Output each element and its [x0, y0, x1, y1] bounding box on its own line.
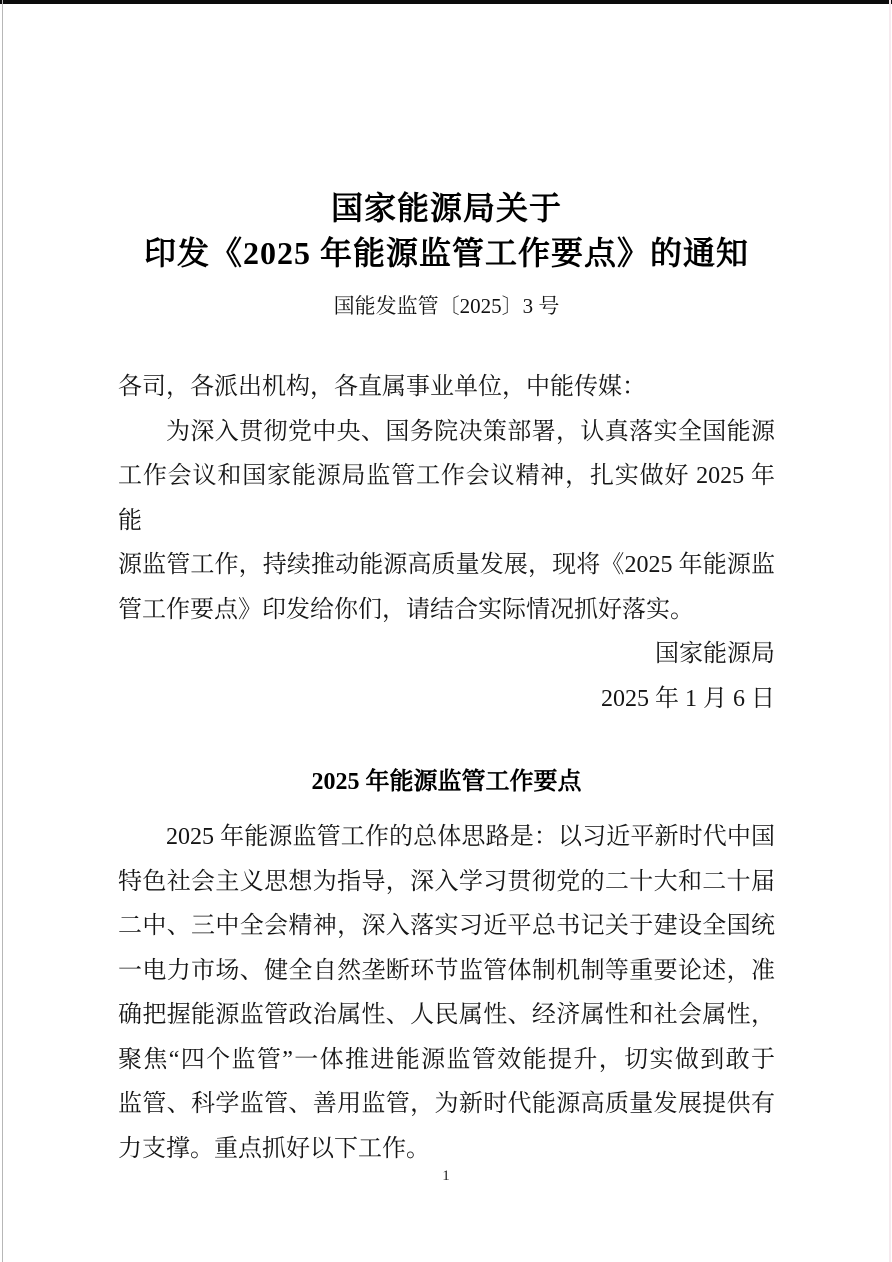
document-content	[0, 186, 892, 1171]
body-line: 监管、科学监管、善用监管，为新时代能源高质量发展提供有	[118, 1091, 775, 1117]
section-heading: 2025 年能源监管工作要点	[311, 769, 582, 795]
document-number: 国能发监管〔2025〕3 号	[333, 294, 560, 318]
notice-paragraph	[118, 365, 775, 721]
body-paragraph	[118, 815, 775, 1171]
notice-line: 源监管工作，持续推动能源高质量发展，现将《2025 年能源监	[118, 552, 775, 578]
body-line: 二中、三中全会精神，深入落实习近平总书记关于建设全国统	[118, 913, 775, 939]
salutation-line: 各司，各派出机构，各直属事业单位，中能传媒：	[118, 374, 646, 400]
document-title	[118, 186, 775, 276]
body-line: 一电力市场、健全自然垄断环节监管体制机制等重要论述，准	[118, 957, 775, 984]
body-line: 力支撑。重点抓好以下工作。	[118, 1135, 430, 1162]
notice-line: 管工作要点》印发给你们，请结合实际情况抓好落实。	[118, 596, 694, 623]
top-border	[0, 0, 892, 4]
body-line: 聚焦“四个监管”一体推进能源监管效能提升，切实做到敢于	[118, 1046, 775, 1073]
notice-line: 工作会议和国家能源局监管工作会议精神，扎实做好 2025 年能	[118, 463, 775, 534]
body-line: 确把握能源监管政治属性、人民属性、经济属性和社会属性，	[118, 1002, 775, 1028]
document-title-line1: 国家能源局关于	[330, 190, 562, 226]
signature-date: 2025 年 1 月 6 日	[601, 685, 775, 712]
document-title-line2: 印发《2025 年能源监管工作要点》的通知	[143, 235, 749, 271]
body-line: 特色社会主义思想为指导，深入学习贯彻党的二十大和二十届	[118, 868, 775, 895]
notice-line: 为深入贯彻党中央、国务院决策部署，认真落实全国能源	[166, 418, 775, 445]
body-line: 2025 年能源监管工作的总体思路是：以习近平新时代中国	[166, 824, 775, 850]
signature-name: 国家能源局	[655, 641, 775, 667]
page-number: 1	[442, 1168, 450, 1184]
